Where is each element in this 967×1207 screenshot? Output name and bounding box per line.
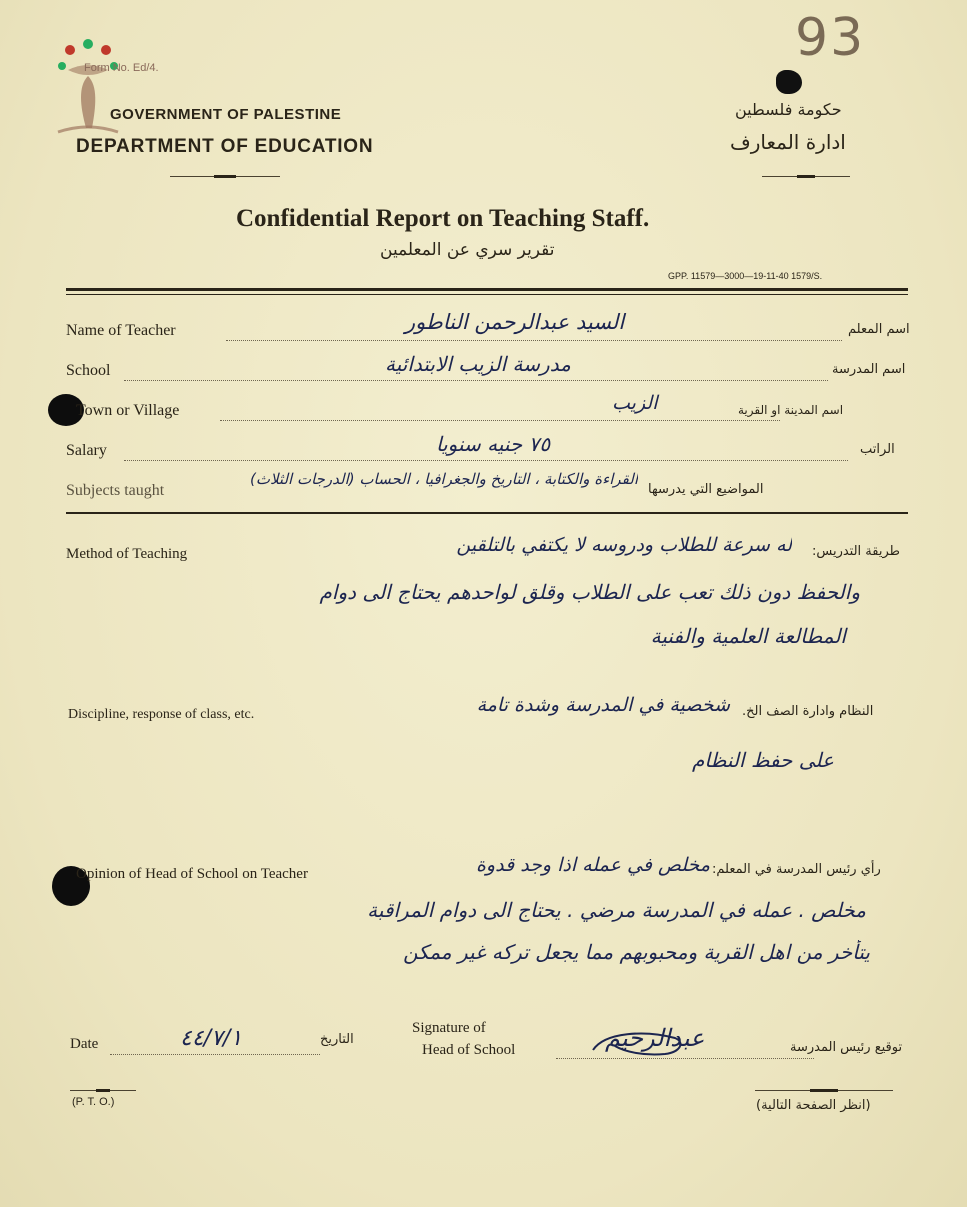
- school-label-ar: اسم المدرسة: [832, 362, 906, 377]
- discipline-line-1: شخصية في المدرسة وشدة تامة: [476, 694, 730, 716]
- town-label: Town or Village: [76, 402, 180, 419]
- school-label: School: [66, 362, 111, 379]
- name-label: Name of Teacher: [66, 322, 176, 339]
- signature-scribble-icon: [585, 1028, 695, 1069]
- department-title-ar: ادارة المعارف: [730, 130, 846, 154]
- page-number: 93: [795, 8, 866, 68]
- subjects-label-ar: المواضيع التي يدرسها: [648, 482, 764, 497]
- government-title-en: GOVERNMENT OF PALESTINE: [110, 106, 342, 123]
- name-label-ar: اسم المعلم: [848, 322, 910, 337]
- subjects-label: Subjects taught: [66, 482, 165, 499]
- method-line-3: المطالعة العلمية والفنية: [650, 624, 846, 648]
- discipline-line-2: على حفظ النظام: [692, 748, 834, 772]
- method-label: Method of Teaching: [66, 546, 188, 562]
- salary-value: ٧٥ جنيه سنويا: [436, 432, 551, 456]
- header-divider-thick: [66, 288, 908, 291]
- header-divider-thin: [66, 294, 908, 295]
- school-dotted-line: [124, 380, 828, 381]
- method-label-ar: طريقة التدريس:: [812, 544, 900, 559]
- government-title-ar: حكومة فلسطين: [735, 100, 842, 119]
- signature-label-2: Head of School: [422, 1042, 516, 1058]
- report-title-ar: تقرير سري عن المعلمين: [380, 240, 555, 260]
- town-label-ar: اسم المدينة او القرية: [738, 403, 844, 417]
- form-number: Form No. Ed/4.: [84, 62, 159, 74]
- name-dotted-line: [226, 340, 842, 341]
- opinion-line-1: مخلص في عمله اذا وجد قدوة: [475, 854, 710, 876]
- subjects-value: القراءة والكتابة ، التاريخ والجغرافيا ، الحساب (الدرجات الثلاث): [250, 470, 638, 488]
- pto-right-rule: [755, 1090, 893, 1091]
- ink-blot-top: [776, 70, 802, 94]
- signature-label-ar: توقيع رئيس المدرسة: [790, 1040, 903, 1055]
- department-title-en: DEPARTMENT OF EDUCATION: [76, 136, 374, 157]
- discipline-label-ar: النظام وادارة الصف الخ.: [742, 704, 874, 719]
- pto-en: (P. T. O.): [72, 1096, 115, 1108]
- salary-dotted-line: [124, 460, 848, 461]
- fields-divider: [66, 512, 908, 514]
- print-code: GPP. 11579—3000—19-11-40 1579/S.: [668, 271, 823, 281]
- method-line-1: له سرعة للطلاب ودروسه لا يكتفي بالتلقين: [456, 534, 792, 556]
- opinion-line-2: مخلص . عمله في المدرسة مرضي . يحتاج الى دوام المراقبة: [367, 898, 866, 922]
- date-value: ٤٤/٧/١: [180, 1026, 243, 1051]
- date-dotted-line: [110, 1054, 320, 1055]
- header-right-rule: [762, 176, 850, 177]
- opinion-line-3: يتأخر من اهل القرية ومحبوبهم مما يجعل تركه غير ممكن: [403, 940, 870, 964]
- salary-label: Salary: [66, 442, 107, 459]
- header-left-rule: [170, 176, 280, 177]
- signature-label-1: Signature of: [412, 1020, 486, 1036]
- opinion-label-ar: رأي رئيس المدرسة في المعلم:: [712, 862, 881, 877]
- method-line-2: والحفظ دون ذلك تعب على الطلاب وقلق لواحدهم يحتاج الى دوام: [319, 580, 860, 604]
- discipline-label: Discipline, response of class, etc.: [68, 707, 255, 722]
- opinion-label: Opinion of Head of School on Teacher: [76, 866, 308, 882]
- date-label-ar: التاريخ: [320, 1032, 354, 1047]
- pto-left-rule: [70, 1090, 136, 1091]
- town-value: الزيب: [612, 392, 658, 414]
- school-value: مدرسة الزيب الابتدائية: [385, 352, 571, 376]
- signature-value: عبدالرحيم: [605, 1024, 705, 1052]
- salary-label-ar: الراتب: [860, 442, 895, 457]
- town-dotted-line: [220, 420, 780, 421]
- pto-ar: (انظر الصفحة التالية): [756, 1098, 871, 1113]
- date-label: Date: [70, 1036, 99, 1052]
- report-title-en: Confidential Report on Teaching Staff.: [236, 205, 650, 232]
- name-value: السيد عبدالرحمن الناطور: [405, 310, 625, 334]
